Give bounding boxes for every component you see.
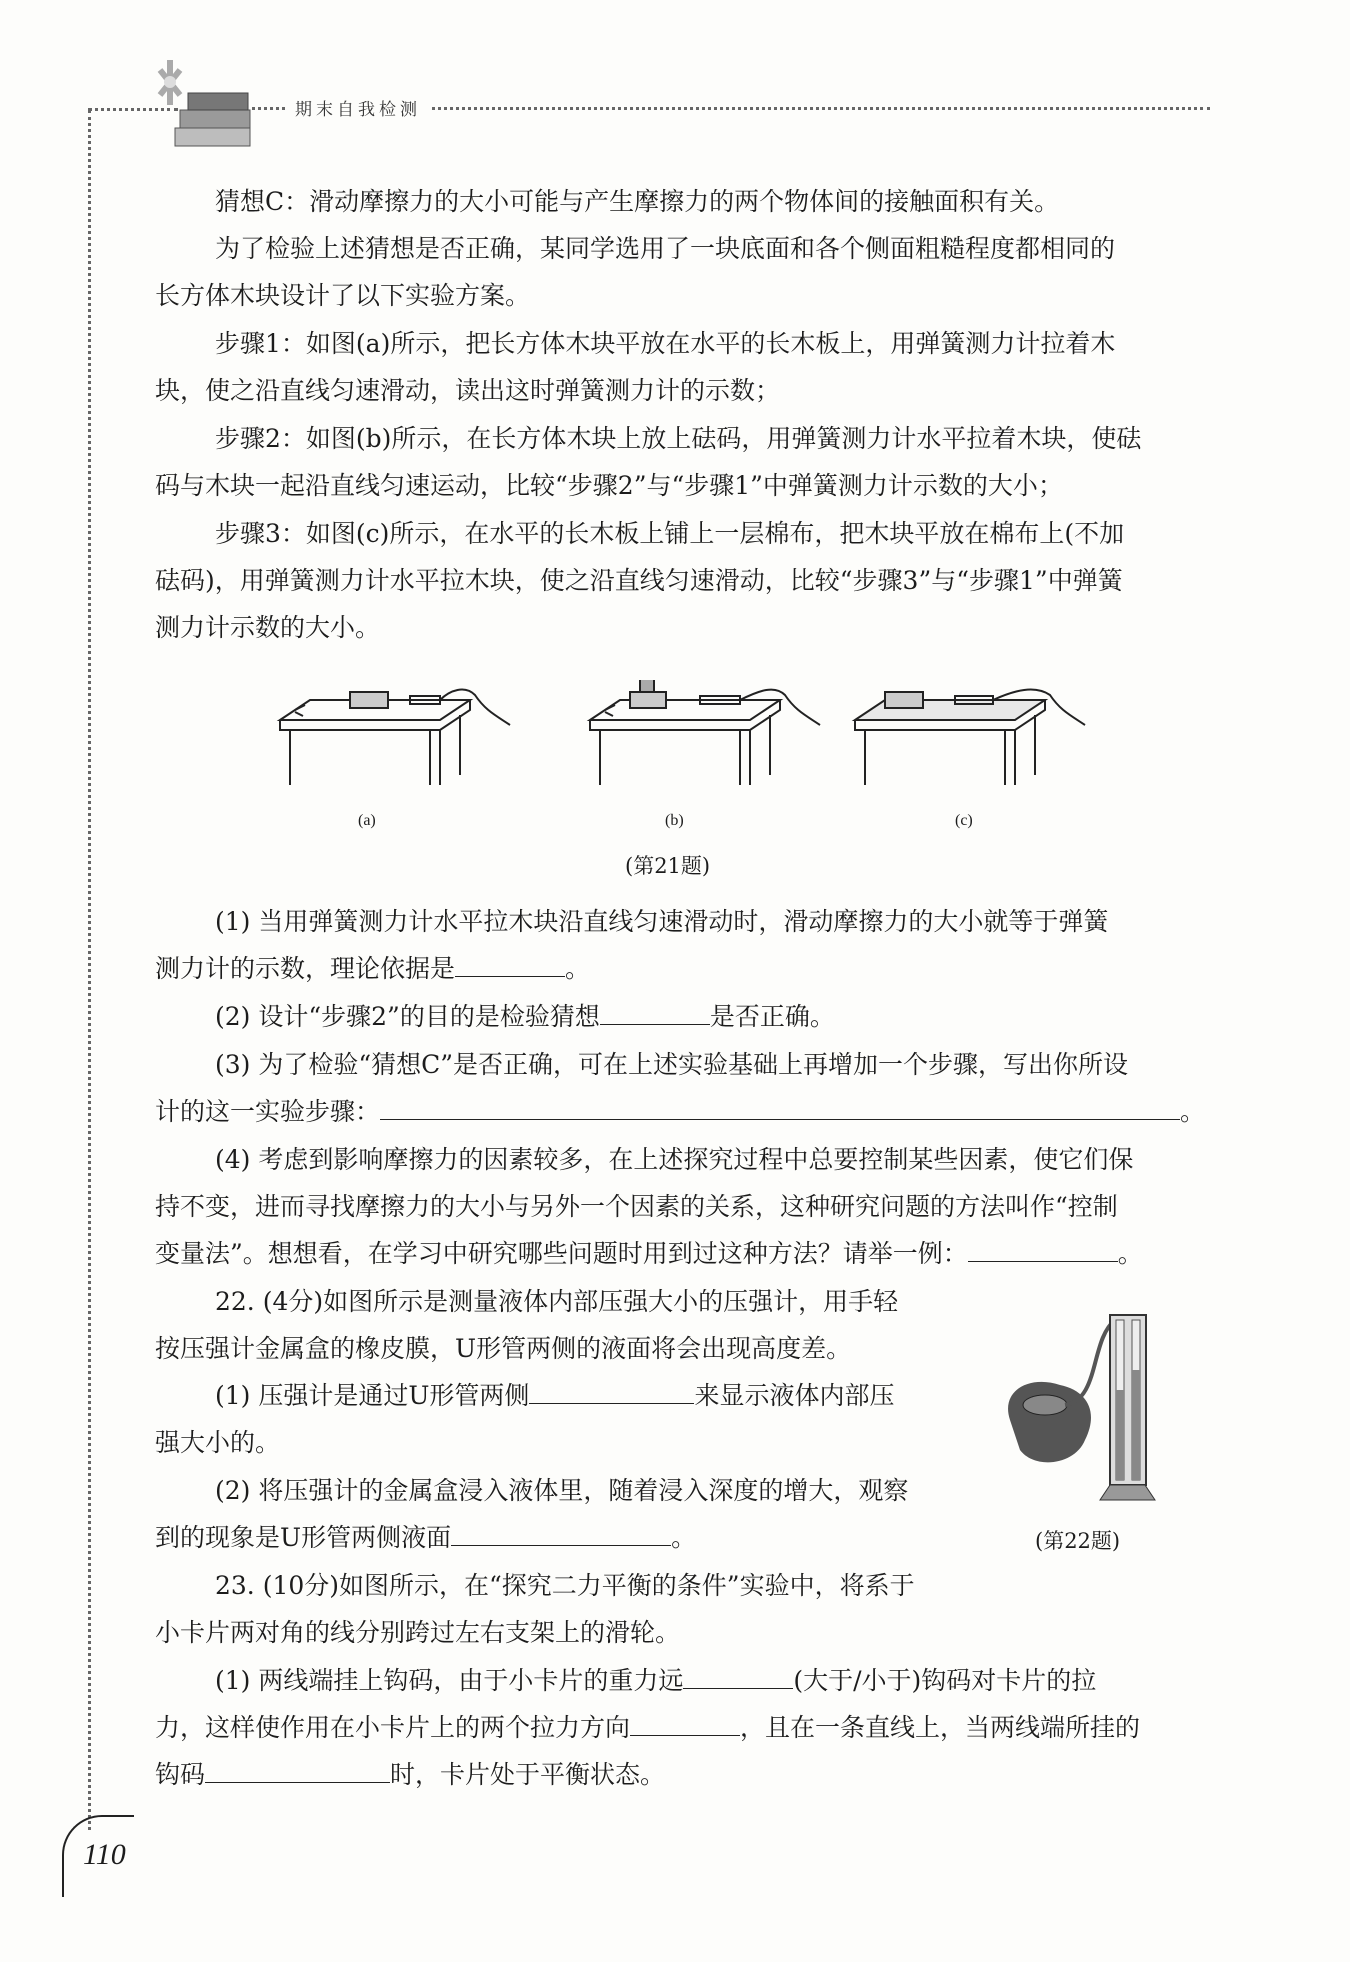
q22-stem-line-1: 22. (4分)如图所示是测量液体内部压强大小的压强计，用手轻: [215, 1287, 899, 1316]
q21-s2-line: (2) 设计“步骤2”的目的是检验猜想 是否正确。: [155, 993, 1215, 1040]
figure-label-b: (b): [665, 812, 684, 829]
q21-s1-line-1: (1) 当用弹簧测力计水平拉木块沿直线匀速滑动时，滑动摩擦力的大小就等于弹簧: [215, 907, 1109, 936]
left-margin-dotted-border: [88, 110, 91, 1830]
books-icon: [150, 55, 260, 155]
answer-blank[interactable]: [529, 1377, 694, 1404]
guess-c-text: 猜想C：滑动摩擦力的大小可能与产生摩擦力的两个物体间的接触面积有关。: [215, 187, 1060, 216]
step3-line-1: 步骤3：如图(c)所示，在水平的长木板上铺上一层棉布，把木块平放在棉布上(不加: [215, 519, 1125, 548]
step2-line-1: 步骤2：如图(b)所示，在长方体木块上放上砝码，用弹簧测力计水平拉着木块，使砝: [215, 424, 1142, 453]
q22-stem-line-2: 按压强计金属盒的橡皮膜，U形管两侧的液面将会出现高度差。: [155, 1334, 852, 1363]
q22-s2-line-1: (2) 将压强计的金属盒浸入液体里，随着浸入深度的增大，观察: [215, 1476, 909, 1505]
figure-21-caption: (第21题): [625, 854, 711, 878]
pressure-gauge-figure: [990, 1300, 1180, 1510]
q21-s4-line-3: 变量法”。想想看，在学习中研究哪些问题时用到过这种方法？请举一例： 。: [155, 1230, 1215, 1277]
answer-blank[interactable]: [380, 1093, 1180, 1120]
q21-s1-line-2: 测力计的示数，理论依据是 。: [155, 945, 1215, 992]
step1-line-1: 步骤1：如图(a)所示，把长方体木块平放在水平的长木板上，用弹簧测力计拉着木: [215, 329, 1116, 358]
apparatus-c: [855, 690, 1085, 785]
q23-s1-line-1: (1) 两线端挂上钩码，由于小卡片的重力远 (大于/小于)钩码对卡片的拉: [155, 1657, 1215, 1704]
step3-line-2: 砝码)，用弹簧测力计水平拉木块，使之沿直线匀速滑动，比较“步骤3”与“步骤1”中弹簧: [155, 566, 1123, 595]
answer-blank[interactable]: [451, 1519, 671, 1546]
apparatus-b: [590, 680, 820, 785]
q21-s4-line-1: (4) 考虑到影响摩擦力的因素较多，在上述探究过程中总要控制某些因素，使它们保: [215, 1145, 1134, 1174]
header-title: 期末自我检测: [285, 95, 431, 120]
q22-s1-line-2: 强大小的。: [155, 1428, 281, 1457]
intro-line-1: 为了检验上述猜想是否正确，某同学选用了一块底面和各个侧面粗糙程度都相同的: [215, 234, 1116, 263]
figure-label-a: (a): [358, 812, 376, 829]
step2-line-2: 码与木块一起沿直线匀速运动，比较“步骤2”与“步骤1”中弹簧测力计示数的大小；: [155, 471, 1063, 500]
q22-s2-line-2: 到的现象是U形管两侧液面 。: [155, 1514, 975, 1561]
answer-blank[interactable]: [968, 1235, 1118, 1262]
answer-blank[interactable]: [630, 1709, 740, 1736]
answer-blank[interactable]: [683, 1662, 793, 1689]
q23-s1-line-3: 钩码 时，卡片处于平衡状态。: [155, 1751, 1215, 1798]
apparatus-a: [280, 690, 510, 785]
figure-label-c: (c): [955, 812, 973, 829]
step3-line-3: 测力计示数的大小。: [155, 613, 381, 642]
figure-22-caption: (第22题): [1035, 1529, 1121, 1553]
q21-s3-line-2: 计的这一实验步骤： 。: [155, 1088, 1215, 1135]
figure-21-apparatus: [270, 680, 1120, 820]
q21-s3-line-1: (3) 为了检验“猜想C”是否正确，可在上述实验基础上再增加一个步骤，写出你所设: [215, 1050, 1129, 1079]
q22-s1-line-1: (1) 压强计是通过U形管两侧 来显示液体内部压: [155, 1372, 975, 1419]
answer-blank[interactable]: [600, 998, 710, 1025]
step1-line-2: 块，使之沿直线匀速滑动，读出这时弹簧测力计的示数；: [155, 376, 781, 405]
q23-stem-line-2: 小卡片两对角的线分别跨过左右支架上的滑轮。: [155, 1618, 681, 1647]
q21-s4-line-2: 持不变，进而寻找摩擦力的大小与另外一个因素的关系，这种研究问题的方法叫作“控制: [155, 1192, 1118, 1221]
intro-line-2: 长方体木块设计了以下实验方案。: [155, 281, 531, 310]
answer-blank[interactable]: [205, 1756, 390, 1783]
q23-s1-line-2: 力，这样使作用在小卡片上的两个拉力方向 ，且在一条直线上，当两线端所挂的: [155, 1704, 1215, 1751]
q23-stem-line-1: 23. (10分)如图所示，在“探究二力平衡的条件”实验中，将系于: [215, 1571, 915, 1600]
page-number: 110: [83, 1838, 126, 1871]
answer-blank[interactable]: [455, 950, 565, 977]
